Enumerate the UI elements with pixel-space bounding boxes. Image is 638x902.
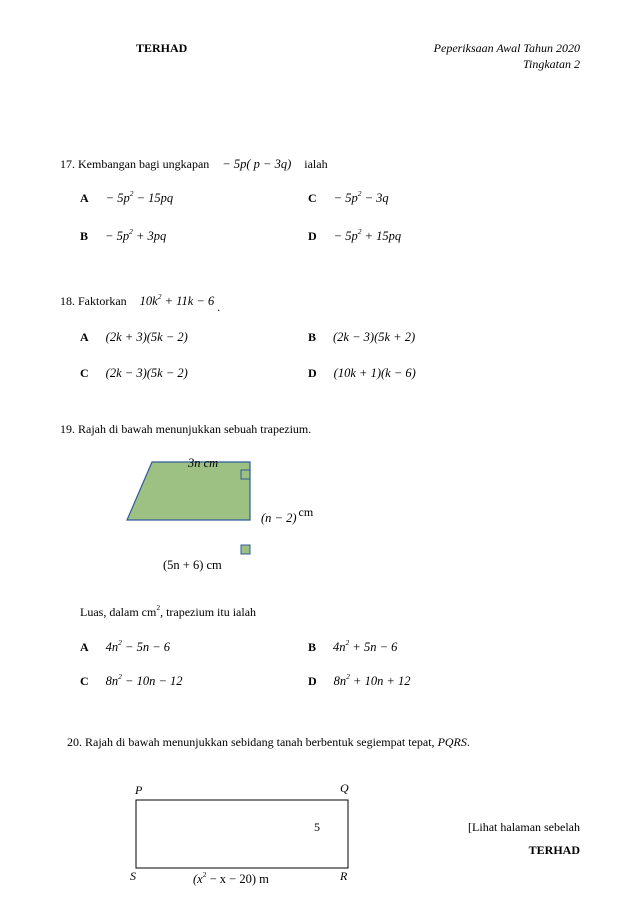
- vertex-q: Q: [340, 781, 349, 795]
- option-letter: C: [80, 366, 89, 380]
- q19-label-height: (n − 2) cm: [261, 505, 314, 525]
- option-text: (2k + 3)(5k − 2): [105, 330, 188, 344]
- header-terhad: TERHAD: [136, 41, 188, 55]
- q17-expression: − 5p( p − 3q): [222, 157, 292, 171]
- header-exam-title: Peperiksaan Awal Tahun 2020: [433, 41, 580, 55]
- q18-stem-text: 18. Faktorkan: [60, 294, 127, 308]
- option-letter: A: [80, 330, 89, 344]
- q18-expression: $10k^2 + 11k - 6$: [139, 292, 215, 308]
- vertex-p: P: [135, 783, 143, 797]
- q19-label-bottom: (5n + 6) cm: [163, 558, 222, 572]
- option-letter: B: [308, 640, 317, 654]
- option-letter: B: [80, 229, 89, 243]
- option-text: − $5p^2 - 3q$: [333, 189, 389, 205]
- vertex-s: S: [130, 869, 136, 883]
- option-text: (10k + 1)(k − 6): [333, 366, 416, 380]
- q18-dot: .: [217, 300, 221, 314]
- q19-stem: 19. Rajah di bawah menunjukkan sebuah trapezium.: [60, 422, 312, 436]
- option-text: $8n^2 + 10n + 12$: [333, 672, 411, 688]
- option-letter: D: [308, 674, 317, 688]
- q19-label-top: 3n cm: [188, 456, 219, 470]
- q19-luas-text: Luas, dalam $cm^2$, trapezium itu ialah: [80, 603, 257, 619]
- option-letter: C: [80, 674, 89, 688]
- option-text: (2k − 3)(5k − 2): [105, 366, 188, 380]
- option-text: $4n^2 - 5n - 6$: [105, 638, 171, 654]
- option-text: (2k − 3)(5k + 2): [333, 330, 416, 344]
- option-text: $4n^2 + 5n - 6$: [333, 638, 398, 654]
- bottom-side-label: $(x^2 - x - 20)$ m: [193, 870, 269, 886]
- option-letter: A: [80, 640, 89, 654]
- option-text: − $5p^2 + 15pq$: [333, 227, 402, 243]
- side-label-5: 5: [314, 820, 320, 834]
- option-letter: D: [308, 229, 317, 243]
- footer-next-page: [Lihat halaman sebelah: [468, 820, 580, 834]
- option-text: − $5p^2 - 15pq$: [105, 189, 174, 205]
- q17-stem-text: 17. Kembangan bagi ungkapan: [60, 157, 210, 171]
- option-text: − $5p^2 + 3pq$: [105, 227, 167, 243]
- option-letter: C: [308, 191, 317, 205]
- option-letter: D: [308, 366, 317, 380]
- header-form-level: Tingkatan 2: [522, 57, 580, 71]
- q20-stem: 20. Rajah di bawah menunjukkan sebidang tanah berbentuk segiempat tepat, PQRS.: [67, 735, 470, 749]
- option-text: $8n^2 - 10n - 12$: [105, 672, 183, 688]
- footer-terhad: TERHAD: [528, 843, 580, 857]
- vertex-r: R: [340, 869, 348, 883]
- option-letter: A: [80, 191, 89, 205]
- q17-tail: ialah: [304, 157, 328, 171]
- option-letter: B: [308, 330, 317, 344]
